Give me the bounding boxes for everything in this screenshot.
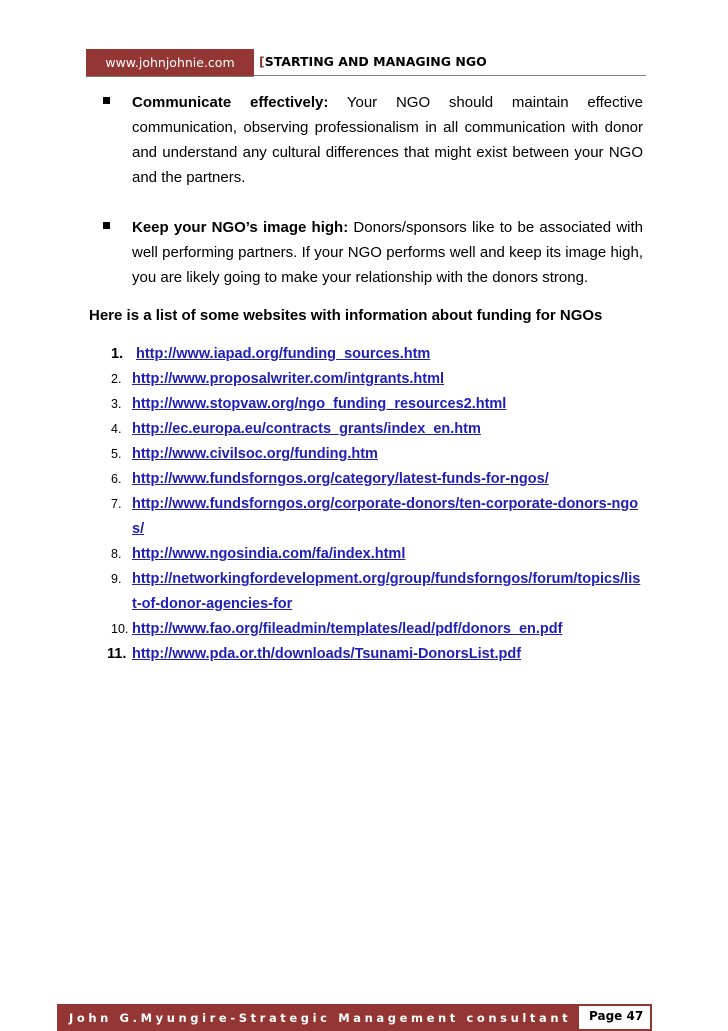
list-item [96, 392, 644, 417]
list-item [96, 442, 644, 467]
funding-link[interactable]: http://www.fundsforngos.org/corporate-donors/ten-corporate-donors-ngos/ [132, 496, 639, 537]
bullet-body-text: Donors/sponsors like to be associated with well performing partners. If your NGO performs well and keep its image high, you are likely going to make your relationship with the donors strong. [132, 219, 644, 286]
bullet-image [103, 215, 643, 290]
list-number: 5. [111, 447, 122, 461]
list-number: 10. [111, 622, 129, 636]
bullet-bold-lead: Keep your NGO’s image high: [132, 219, 349, 236]
list-number: 1. [111, 346, 124, 362]
square-bullet-icon [103, 222, 110, 229]
footer-author: John G.Myungire-Strategic Management consultant [69, 1011, 572, 1025]
list-item [96, 342, 644, 367]
header-title-text: STARTING AND MANAGING NGO [264, 54, 487, 69]
funding-links-list [96, 342, 644, 667]
list-number: 6. [111, 472, 122, 486]
footer-page-number: Page 47 [589, 1009, 644, 1023]
list-number: 11. [107, 646, 127, 662]
list-number: 2. [111, 372, 122, 386]
funding-link[interactable]: http://www.civilsoc.org/funding.htm [132, 446, 378, 462]
header-site-text: www.johnjohnie.com [105, 55, 235, 70]
bullet-communicate [103, 90, 643, 190]
funding-link[interactable]: http://www.fundsforngos.org/category/latest-funds-for-ngos/ [132, 471, 549, 487]
list-item [96, 567, 644, 617]
list-item [96, 642, 644, 667]
footer-author-bar [59, 1006, 579, 1029]
funding-link[interactable]: http://www.fao.org/fileadmin/templates/lead/pdf/donors_en.pdf [132, 621, 563, 637]
header-site-label [86, 49, 254, 77]
bullet-paragraph [132, 215, 643, 290]
websites-heading: Here is a list of some websites with information about funding for NGOs [89, 307, 603, 324]
funding-link[interactable]: http://www.pda.or.th/downloads/Tsunami-DonorsList.pdf [132, 646, 522, 662]
funding-link[interactable]: http://networkingfordevelopment.org/group/fundsforngos/forum/topics/list-of-donor-agencies-for [132, 571, 641, 612]
funding-link[interactable]: http://ec.europa.eu/contracts_grants/index_en.htm [132, 421, 481, 437]
list-item [96, 617, 644, 642]
list-item [96, 417, 644, 442]
bullet-body-text: Your NGO should maintain effective communication, observing professionalism in all communication with donor and understand any cultural differences that might exist between your NGO and the partners. [132, 94, 643, 186]
header-divider [254, 75, 646, 76]
funding-link[interactable]: http://www.proposalwriter.com/intgrants.html [132, 371, 445, 387]
bullet-bold-lead: Communicate effectively: [132, 94, 329, 111]
list-item [96, 542, 644, 567]
header-bracket: [ [259, 54, 265, 69]
list-number: 3. [111, 397, 122, 411]
funding-link[interactable]: http://www.iapad.org/funding_sources.htm [136, 346, 431, 362]
square-bullet-icon [103, 97, 110, 104]
bullet-paragraph [132, 90, 643, 190]
header-title [259, 54, 487, 69]
list-number: 8. [111, 547, 122, 561]
funding-link[interactable]: http://www.stopvaw.org/ngo_funding_resources2.html [132, 396, 507, 412]
list-item [96, 367, 644, 392]
list-item [96, 467, 644, 492]
list-number: 7. [111, 497, 122, 511]
page-footer [57, 1004, 652, 1031]
list-number: 9. [111, 572, 122, 586]
list-item [96, 492, 644, 542]
list-number: 4. [111, 422, 122, 436]
funding-link[interactable]: http://www.ngosindia.com/fa/index.html [132, 546, 406, 562]
